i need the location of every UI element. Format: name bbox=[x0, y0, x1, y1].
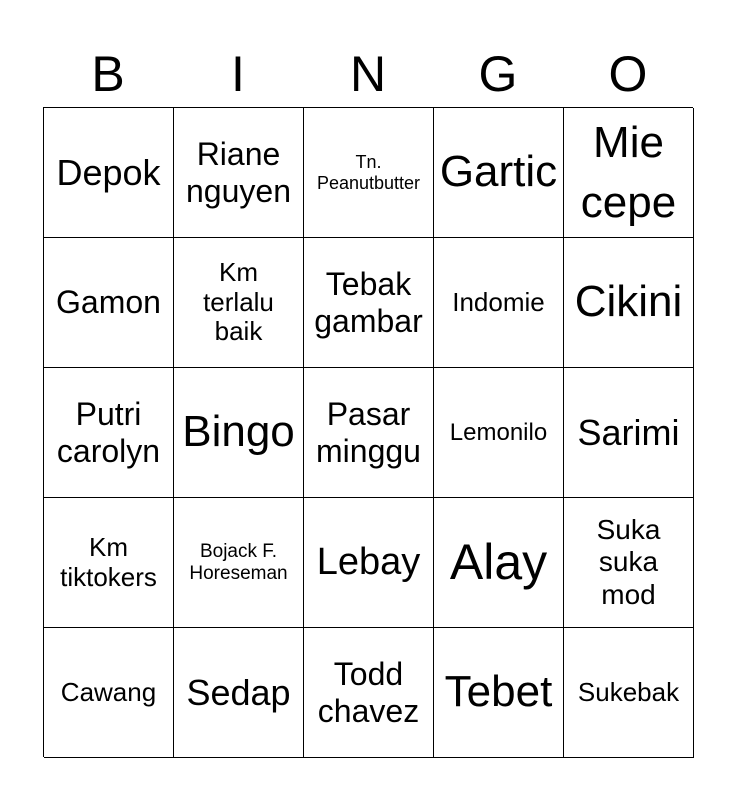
cell-text: Km tiktokers bbox=[60, 531, 157, 592]
bingo-cell-r5-c3[interactable] bbox=[304, 628, 434, 758]
cell-text: Riane nguyen bbox=[186, 135, 291, 209]
bingo-cell-r4-c2[interactable] bbox=[174, 498, 304, 628]
header-letter-n: N bbox=[349, 46, 387, 102]
bingo-cell-r2-c2[interactable] bbox=[174, 238, 304, 368]
bingo-board bbox=[43, 107, 693, 757]
bingo-cell-r5-c2[interactable] bbox=[174, 628, 304, 758]
cell-text: Putri carolyn bbox=[56, 395, 161, 469]
header-letter-i: I bbox=[231, 46, 245, 102]
cell-text: Indomie bbox=[452, 286, 545, 317]
cell-text: Tebet bbox=[444, 667, 553, 717]
bingo-cell-r4-c1[interactable] bbox=[44, 498, 174, 628]
cell-text: Suka suka mod bbox=[596, 514, 661, 610]
bingo-cell-r1-c3[interactable] bbox=[304, 108, 434, 238]
cell-text: Mie cepe bbox=[580, 118, 677, 227]
bingo-cell-r5-c5[interactable] bbox=[564, 628, 694, 758]
bingo-cell-r1-c5[interactable] bbox=[564, 108, 694, 238]
cell-text: Sukebak bbox=[577, 676, 680, 707]
header-letter-g: G bbox=[478, 46, 518, 102]
bingo-cell-r3-c5[interactable] bbox=[564, 368, 694, 498]
bingo-cell-r2-c3[interactable] bbox=[304, 238, 434, 368]
header-letter-b: B bbox=[91, 46, 125, 102]
cell-text: Tebak gambar bbox=[314, 265, 423, 339]
bingo-cell-r1-c2[interactable] bbox=[174, 108, 304, 238]
cell-text: Lemonilo bbox=[449, 418, 548, 446]
cell-text: Depok bbox=[56, 151, 161, 193]
cell-text: Alay bbox=[449, 533, 548, 590]
bingo-cell-r5-c4[interactable] bbox=[434, 628, 564, 758]
bingo-cell-r1-c1[interactable] bbox=[44, 108, 174, 238]
bingo-cell-r5-c1[interactable] bbox=[44, 628, 174, 758]
bingo-cell-r4-c4[interactable] bbox=[434, 498, 564, 628]
bingo-cell-r4-c5[interactable] bbox=[564, 498, 694, 628]
cell-text: Km terlalu baik bbox=[203, 256, 274, 347]
bingo-cell-r4-c3[interactable] bbox=[304, 498, 434, 628]
cell-text: Cikini bbox=[574, 277, 683, 327]
cell-text: Sedap bbox=[186, 671, 291, 713]
cell-text: Pasar minggu bbox=[316, 395, 421, 469]
header-letter-o: O bbox=[608, 46, 648, 102]
bingo-header bbox=[43, 42, 693, 106]
cell-text: Bingo bbox=[182, 407, 295, 457]
cell-text: Tn. Peanutbutter bbox=[316, 151, 421, 193]
cell-text: Sarimi bbox=[577, 411, 680, 453]
cell-text: Bojack F. Horeseman bbox=[189, 540, 288, 584]
cell-text: Cawang bbox=[60, 676, 157, 707]
bingo-cell-r3-c3[interactable] bbox=[304, 368, 434, 498]
bingo-cell-r2-c1[interactable] bbox=[44, 238, 174, 368]
bingo-cell-r2-c4[interactable] bbox=[434, 238, 564, 368]
cell-text: Gamon bbox=[56, 284, 161, 321]
bingo-cell-r3-c4[interactable] bbox=[434, 368, 564, 498]
bingo-cell-r2-c5[interactable] bbox=[564, 238, 694, 368]
bingo-cell-r1-c4[interactable] bbox=[434, 108, 564, 238]
cell-text: Lebay bbox=[316, 540, 421, 583]
cell-text: Gartic bbox=[439, 147, 558, 197]
cell-text: Todd chavez bbox=[317, 655, 420, 729]
bingo-cell-r3-c2[interactable] bbox=[174, 368, 304, 498]
bingo-cell-r3-c1[interactable] bbox=[44, 368, 174, 498]
